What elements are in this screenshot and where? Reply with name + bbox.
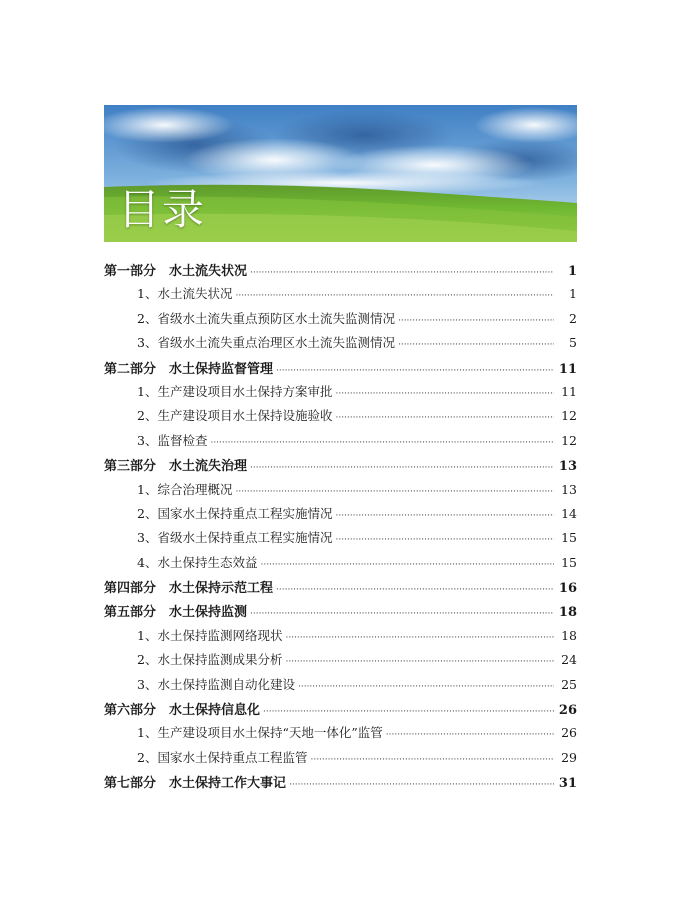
- toc-leader-dots: [335, 413, 554, 423]
- toc-leader-dots: [276, 366, 554, 376]
- toc-entry-page-number: 12: [561, 432, 577, 448]
- toc-leader-dots: [310, 755, 554, 765]
- toc-part-entry[interactable]: [104, 772, 577, 796]
- toc-entry-label: 2、省级水土流失重点预防区水土流失监测情况: [137, 310, 395, 326]
- toc-entry-label: 1、生产建设项目水土保持方案审批: [137, 383, 333, 399]
- toc-leader-dots: [285, 657, 554, 667]
- toc-entry-label: 1、水土保持监测网络现状: [137, 627, 283, 643]
- page-title: 目录: [118, 185, 207, 234]
- toc-leader-dots: [210, 438, 554, 448]
- toc-leader-dots: [298, 682, 554, 692]
- toc-entry-label: 3、监督检查: [137, 432, 208, 448]
- toc-leader-dots: [398, 340, 554, 350]
- toc-entry-page-number: 1: [569, 286, 577, 302]
- header-banner: [104, 105, 577, 242]
- toc-entry-page-number: 11: [561, 383, 577, 399]
- table-of-contents: [104, 260, 577, 797]
- toc-section-entry[interactable]: [104, 553, 577, 577]
- toc-section-entry[interactable]: [104, 528, 577, 552]
- toc-part-entry[interactable]: [104, 358, 577, 382]
- toc-section-entry[interactable]: [104, 675, 577, 699]
- toc-section-entry[interactable]: [104, 723, 577, 747]
- toc-leader-dots: [250, 463, 554, 473]
- toc-section-entry[interactable]: [104, 284, 577, 308]
- toc-section-entry[interactable]: [104, 480, 577, 504]
- toc-entry-label: 3、省级水土流失重点治理区水土流失监测情况: [137, 335, 395, 351]
- toc-leader-dots: [285, 633, 554, 643]
- toc-entry-page-number: 12: [561, 408, 577, 424]
- toc-leader-dots: [250, 268, 554, 278]
- toc-section-entry[interactable]: [104, 626, 577, 650]
- toc-entry-page-number: 13: [558, 459, 577, 475]
- toc-entry-page-number: 24: [561, 652, 577, 668]
- toc-leader-dots: [260, 560, 554, 570]
- toc-entry-label: 第三部分 水土流失治理: [104, 459, 248, 475]
- toc-entry-page-number: 2: [569, 310, 577, 326]
- toc-leader-dots: [235, 487, 554, 497]
- toc-part-entry[interactable]: [104, 699, 577, 723]
- toc-leader-dots: [289, 780, 554, 790]
- toc-entry-page-number: 18: [558, 605, 577, 621]
- toc-entry-page-number: 26: [561, 725, 577, 741]
- toc-leader-dots: [398, 316, 554, 326]
- toc-leader-dots: [335, 535, 554, 545]
- toc-entry-label: 2、国家水土保持重点工程监管: [137, 749, 308, 765]
- toc-part-entry[interactable]: [104, 577, 577, 601]
- toc-entry-label: 2、生产建设项目水土保持设施验收: [137, 408, 333, 424]
- toc-entry-page-number: 14: [561, 505, 577, 521]
- toc-part-entry[interactable]: [104, 455, 577, 479]
- toc-leader-dots: [386, 730, 554, 740]
- toc-section-entry[interactable]: [104, 382, 577, 406]
- toc-section-entry[interactable]: [104, 406, 577, 430]
- toc-leader-dots: [235, 291, 554, 301]
- toc-entry-page-number: 16: [558, 581, 577, 597]
- toc-entry-page-number: 29: [561, 749, 577, 765]
- toc-section-entry[interactable]: [104, 504, 577, 528]
- toc-entry-page-number: 31: [558, 776, 577, 792]
- toc-entry-page-number: 26: [558, 703, 577, 719]
- toc-entry-label: 第四部分 水土保持示范工程: [104, 581, 274, 597]
- toc-entry-label: 第六部分 水土保持信息化: [104, 703, 261, 719]
- toc-entry-label: 1、综合治理概况: [137, 481, 233, 497]
- toc-section-entry[interactable]: [104, 309, 577, 333]
- toc-entry-page-number: 5: [569, 335, 577, 351]
- toc-leader-dots: [276, 585, 554, 595]
- toc-entry-label: 4、水土保持生态效益: [137, 554, 258, 570]
- toc-leader-dots: [250, 609, 554, 619]
- toc-entry-label: 第七部分 水土保持工作大事记: [104, 776, 287, 792]
- toc-part-entry[interactable]: [104, 601, 577, 625]
- toc-leader-dots: [263, 707, 554, 717]
- toc-entry-page-number: 1: [567, 264, 577, 279]
- toc-entry-label: 第二部分 水土保持监督管理: [104, 361, 274, 377]
- toc-section-entry[interactable]: [104, 748, 577, 772]
- toc-entry-page-number: 15: [561, 554, 577, 570]
- toc-entry-label: 第五部分 水土保持监测: [104, 605, 248, 621]
- toc-entry-page-number: 15: [561, 530, 577, 546]
- toc-entry-label: 2、水土保持监测成果分析: [137, 652, 283, 668]
- toc-leader-dots: [335, 389, 554, 399]
- toc-entry-label: 3、水土保持监测自动化建设: [137, 676, 295, 692]
- toc-entry-label: 2、国家水土保持重点工程实施情况: [137, 505, 333, 521]
- toc-entry-label: 3、省级水土保持重点工程实施情况: [137, 530, 333, 546]
- toc-entry-page-number: 11: [558, 361, 577, 377]
- toc-entry-label: 1、生产建设项目水土保持“天地一体化”监管: [137, 725, 383, 741]
- toc-entry-label: 第一部分 水土流失状况: [104, 264, 248, 279]
- toc-leader-dots: [335, 511, 554, 521]
- toc-entry-page-number: 18: [561, 627, 577, 643]
- toc-entry-page-number: 25: [561, 676, 577, 692]
- toc-entry-label: 1、水土流失状况: [137, 286, 233, 302]
- toc-section-entry[interactable]: [104, 650, 577, 674]
- toc-part-entry[interactable]: [104, 260, 577, 284]
- toc-section-entry[interactable]: [104, 431, 577, 455]
- toc-entry-page-number: 13: [561, 481, 577, 497]
- toc-section-entry[interactable]: [104, 333, 577, 357]
